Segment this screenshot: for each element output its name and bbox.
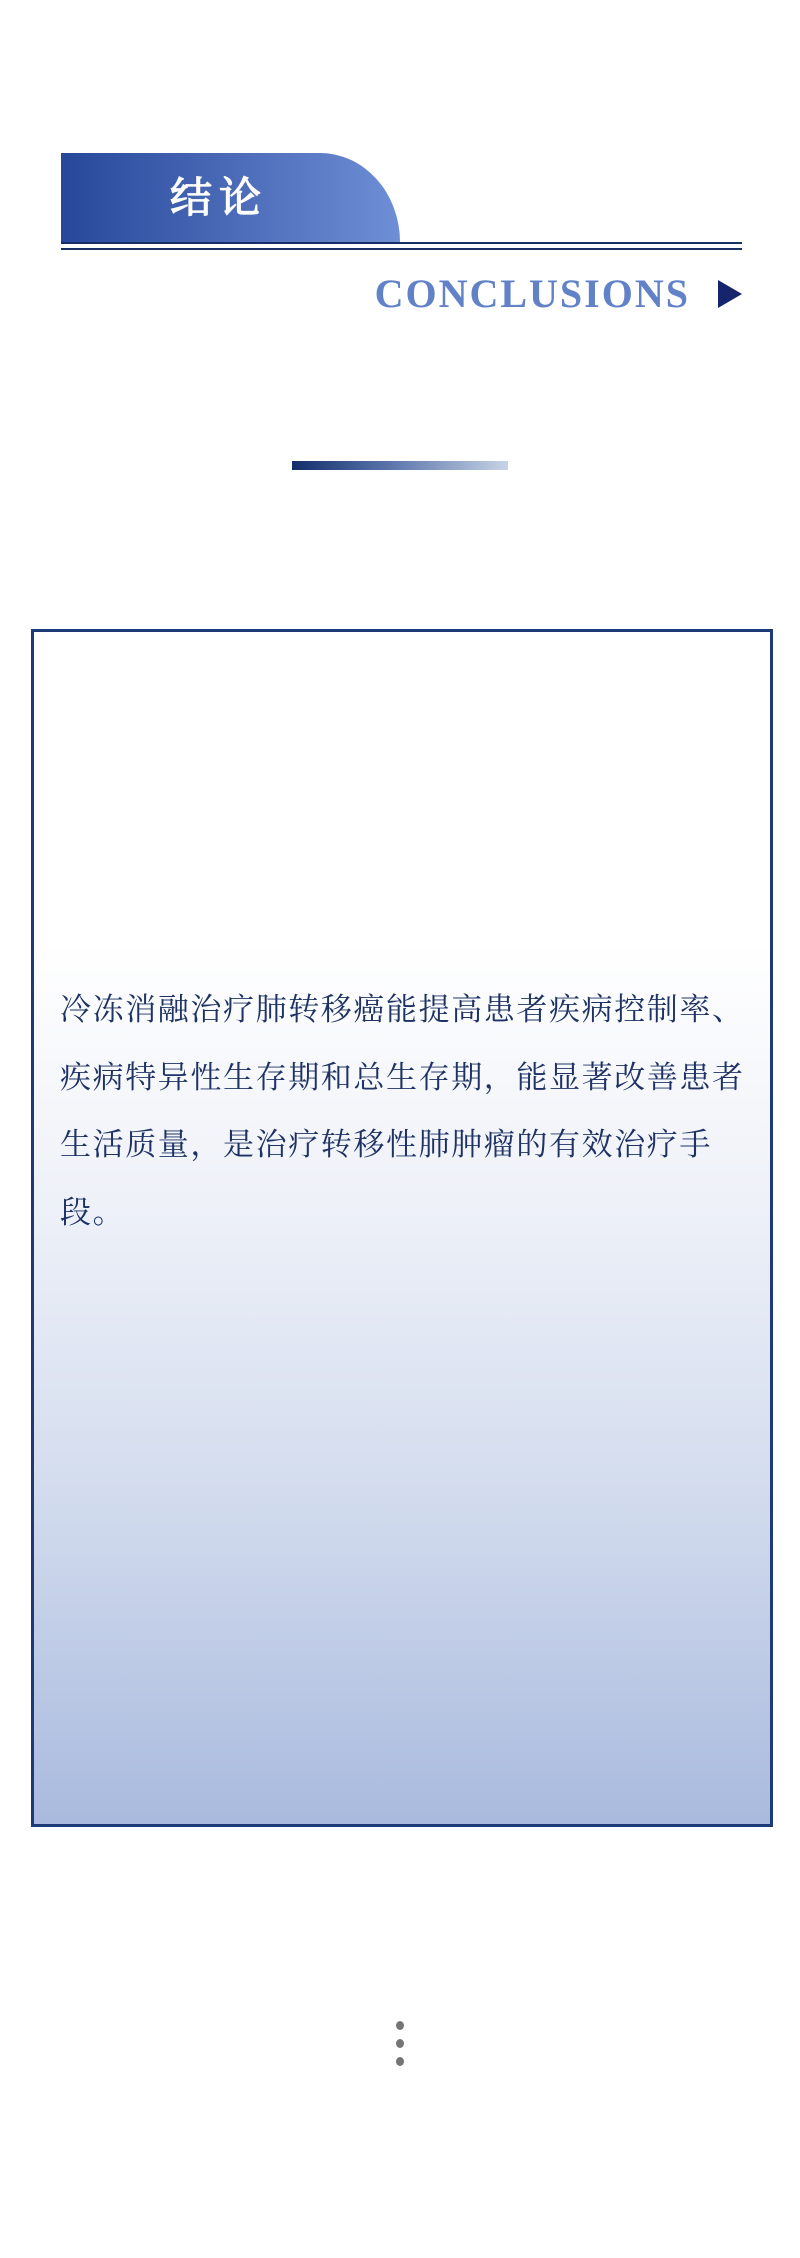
- section-heading: CONCLUSIONS: [374, 271, 690, 316]
- section-badge-label: 结论: [169, 172, 268, 222]
- ellipsis-dot: [396, 2057, 404, 2066]
- conclusion-line-2: 疾病特异性生存期和总生存期，能显著改善患者: [60, 1059, 745, 1095]
- conclusion-paragraph: [60, 976, 745, 1247]
- section-badge: [61, 153, 400, 242]
- conclusion-line-3: 生活质量，是治疗转移性肺肿瘤的有效治疗手: [60, 1127, 712, 1163]
- section-heading-row: [374, 271, 742, 316]
- header-rule-top: [61, 242, 742, 244]
- header-rule-bottom: [61, 248, 742, 250]
- conclusion-box: [31, 629, 773, 1827]
- ellipsis-dot: [396, 2039, 404, 2048]
- conclusion-line-4: 段。: [60, 1195, 126, 1231]
- ellipsis-dots: [396, 2021, 404, 2066]
- conclusion-line-1: 冷冻消融治疗肺转移癌能提高患者疾病控制率、: [60, 992, 745, 1027]
- play-arrow-icon: [718, 280, 742, 308]
- gradient-divider-bar: [292, 461, 508, 470]
- ellipsis-dot: [396, 2021, 404, 2030]
